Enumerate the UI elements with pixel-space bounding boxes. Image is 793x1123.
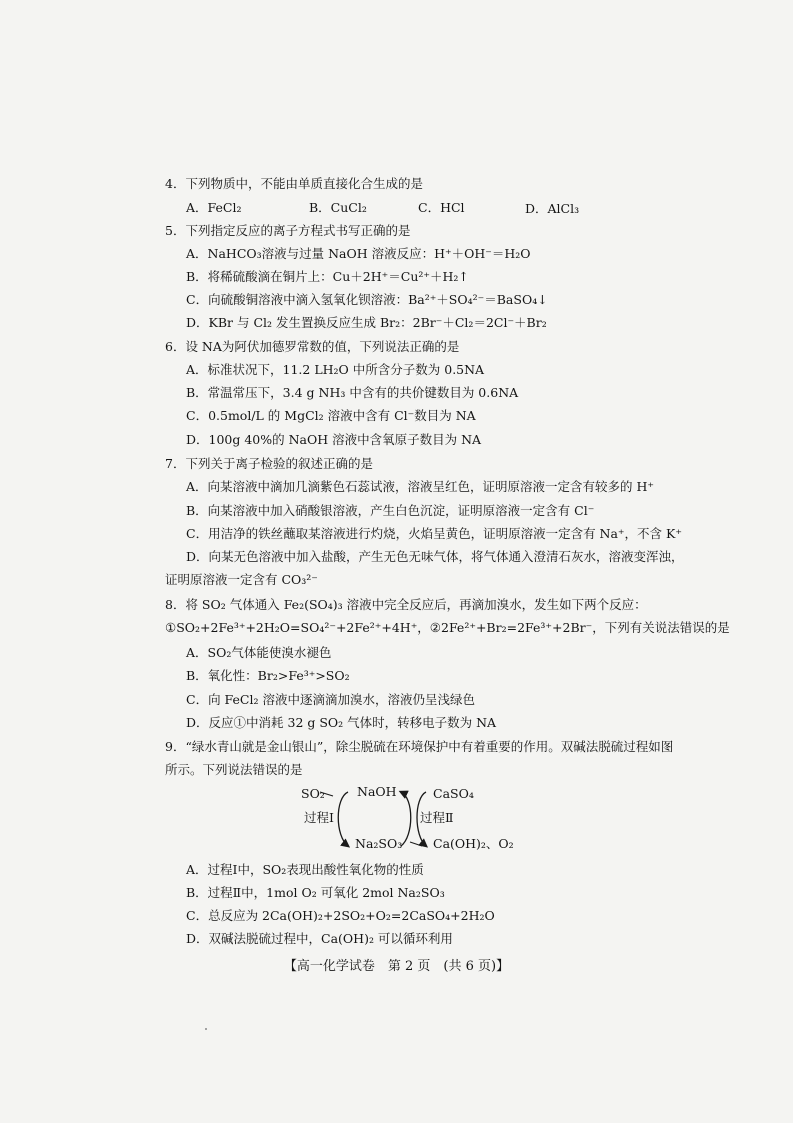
process-2-label: 过程Ⅱ <box>420 810 454 825</box>
caoh2-connector <box>410 842 422 846</box>
question-5-option-a: A．NaHCO₃溶液与过量 NaOH 溶液反应：H⁺＋OH⁻＝H₂O <box>186 246 531 261</box>
question-6-option-b: B．常温常压下，3.4 g NH₃ 中含有的共价键数目为 0.6NA <box>186 385 519 400</box>
question-6-option-d: D．100g 40%的 NaOH 溶液中含氧原子数目为 NA <box>186 432 482 447</box>
question-9-option-a: A．过程Ⅰ中，SO₂表现出酸性氧化物的性质 <box>186 862 424 877</box>
question-4-stem: 4．下列物质中，不能由单质直接化合生成的是 <box>165 176 423 191</box>
process-2-left-arrow <box>401 792 411 846</box>
question-6-stem: 6．设 NA为阿伏加德罗常数的值，下列说法正确的是 <box>165 339 460 354</box>
question-8-option-b: B．氧化性：Br₂>Fe³⁺>SO₂ <box>186 668 350 683</box>
question-8-stem: 8．将 SO₂ 气体通入 Fe₂(SO₄)₃ 溶液中完全反应后，再滴加溴水，发生如下两个反应： <box>165 597 647 612</box>
question-7-option-b: B．向某溶液中加入硝酸银溶液，产生白色沉淀，证明原溶液一定含有 Cl⁻ <box>186 503 595 518</box>
question-8-option-d: D．反应①中消耗 32 g SO₂ 气体时，转移电子数为 NA <box>186 715 497 730</box>
question-7-option-c: C．用洁净的铁丝蘸取某溶液进行灼烧，火焰呈黄色，证明原溶液一定含有 Na⁺，不含 K⁺ <box>186 526 682 541</box>
desulfurization-cycle-diagram <box>300 782 514 854</box>
process-1-label: 过程Ⅰ <box>304 810 334 825</box>
question-8-stem-reactions: ①SO₂+2Fe³⁺+2H₂O=SO₄²⁻+2Fe²⁺+4H⁺，②2Fe²⁺+Br₂=2Fe³⁺+2Br⁻，下列有关说法错误的是 <box>165 620 730 635</box>
question-9-stem: 9．“绿水青山就是金山银山”，除尘脱硫在环境保护中有着重要的作用。双碱法脱硫过程如图 <box>165 739 674 754</box>
naoh-label: NaOH <box>357 784 397 799</box>
question-4-option-c: C．HCl <box>418 200 465 215</box>
caoh2-o2-label: Ca(OH)₂、O₂ <box>433 836 514 851</box>
question-4-option-a: A．FeCl₂ <box>186 200 242 215</box>
question-8-option-c: C．向 FeCl₂ 溶液中逐滴滴加溴水，溶液仍呈浅绿色 <box>186 692 475 707</box>
question-7-option-d: D．向某无色溶液中加入盐酸，产生无色无味气体，将气体通入澄清石灰水，溶液变浑浊， <box>186 549 684 564</box>
page-footer: 【高一化学试卷 第 2 页 (共 6 页)】 <box>283 959 510 974</box>
question-9-option-c: C．总反应为 2Ca(OH)₂+2SO₂+O₂=2CaSO₄+2H₂O <box>186 908 495 923</box>
process-1-arrow <box>338 792 348 846</box>
caso4-label: CaSO₄ <box>433 786 474 801</box>
question-5-option-c: C．向硫酸铜溶液中滴入氢氧化钡溶液：Ba²⁺＋SO₄²⁻＝BaSO₄↓ <box>186 292 548 307</box>
question-4-option-b: B．CuCl₂ <box>309 200 367 215</box>
question-5-option-b: B．将稀硫酸滴在铜片上：Cu＋2H⁺＝Cu²⁺＋H₂↑ <box>186 269 469 284</box>
question-5-option-d: D．KBr 与 Cl₂ 发生置换反应生成 Br₂：2Br⁻＋Cl₂＝2Cl⁻＋Br₂ <box>186 315 547 330</box>
na2so3-label: Na₂SO₃ <box>355 836 403 851</box>
question-7-stem: 7．下列关于离子检验的叙述正确的是 <box>165 456 373 471</box>
question-6-option-a: A．标准状况下，11.2 LH₂O 中所含分子数为 0.5NA <box>186 362 485 377</box>
question-9-option-b: B．过程Ⅱ中，1mol O₂ 可氧化 2mol Na₂SO₃ <box>186 885 445 900</box>
so2-label: SO₂ <box>301 786 325 801</box>
question-9-stem-continued: 所示。下列说法错误的是 <box>165 762 303 777</box>
scan-speck <box>205 1028 207 1030</box>
question-6-option-c: C．0.5mol/L 的 MgCl₂ 溶液中含有 Cl⁻数目为 NA <box>186 408 476 423</box>
question-4-option-d: D．AlCl₃ <box>525 201 580 216</box>
question-5-stem: 5．下列指定反应的离子方程式书写正确的是 <box>165 223 411 238</box>
question-7-option-d-continued: 证明原溶液一定含有 CO₃²⁻ <box>165 572 318 587</box>
question-7-option-a: A．向某溶液中滴加几滴紫色石蕊试液，溶液呈红色，证明原溶液一定含有较多的 H⁺ <box>186 479 655 494</box>
question-9-option-d: D．双碱法脱硫过程中，Ca(OH)₂ 可以循环利用 <box>186 931 453 946</box>
question-8-option-a: A．SO₂气体能使溴水褪色 <box>186 645 332 660</box>
